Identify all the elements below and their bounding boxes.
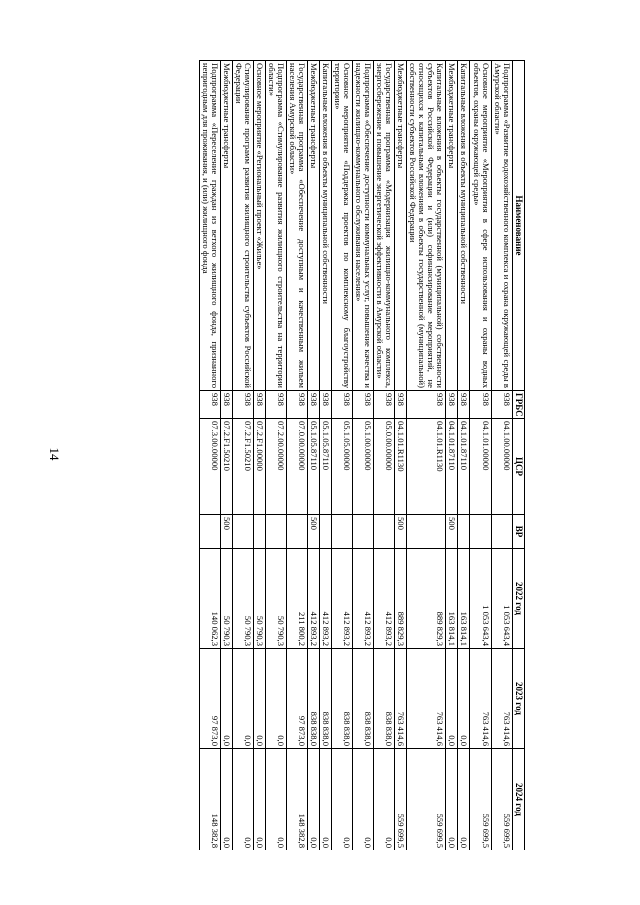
header-2022: 2022 год (512, 549, 524, 649)
cell-grbs: 938 (266, 391, 287, 419)
cell-name: Государственная программа «Модернизация жилищно-коммунального комплекса, энергосбережение и повышение энергетической эффективности в Амурской области» (374, 61, 395, 391)
cell-2024: 0,0 (221, 749, 233, 851)
table-row (332, 61, 353, 851)
header-vr: ВР (512, 515, 524, 549)
cell-grbs: 938 (395, 391, 407, 419)
cell-vr (374, 515, 395, 549)
cell-grbs: 938 (458, 391, 470, 419)
cell-2022: 412 893,2 (374, 549, 395, 649)
cell-2024: 0,0 (308, 749, 320, 851)
cell-vr: 500 (221, 515, 233, 549)
cell-2023: 763 414,6 (491, 649, 512, 749)
cell-2024: 559 699,5 (491, 749, 512, 851)
cell-grbs: 938 (374, 391, 395, 419)
table-row (200, 61, 221, 851)
table-row (308, 61, 320, 851)
cell-2024: 0,0 (332, 749, 353, 851)
cell-vr (200, 515, 221, 549)
cell-2022: 889 829,3 (395, 549, 407, 649)
table-row (407, 61, 446, 851)
cell-name: Капитальные вложения в объекты муниципальной собственности (458, 61, 470, 391)
cell-name: Капитальные вложения в объекты муниципальной собственности (320, 61, 332, 391)
cell-2024: 559 699,5 (470, 749, 491, 851)
cell-2022: 211 800,2 (287, 549, 308, 649)
cell-2022: 1 053 643,4 (491, 549, 512, 649)
cell-2022: 1 053 643,4 (470, 549, 491, 649)
cell-csr: 04.1.01.R1130 (395, 419, 407, 515)
cell-vr (287, 515, 308, 549)
cell-2022: 412 893,2 (332, 549, 353, 649)
table-row (458, 61, 470, 851)
header-2023: 2023 год (512, 649, 524, 749)
table-row (320, 61, 332, 851)
cell-2023: 838 838,0 (332, 649, 353, 749)
cell-vr (233, 515, 254, 549)
cell-grbs: 938 (470, 391, 491, 419)
cell-vr (407, 515, 446, 549)
cell-grbs: 938 (332, 391, 353, 419)
cell-2024: 0,0 (458, 749, 470, 851)
cell-csr: 05.1.05.00000 (332, 419, 353, 515)
page-number: 14 (47, 447, 62, 461)
cell-2024: 0,0 (266, 749, 287, 851)
header-grbs: ГРБС (512, 391, 524, 419)
cell-vr (353, 515, 374, 549)
cell-2024: 148 382,8 (287, 749, 308, 851)
cell-csr: 05.1.00.00000 (353, 419, 374, 515)
cell-2024: 0,0 (446, 749, 458, 851)
cell-vr: 500 (308, 515, 320, 549)
cell-vr (470, 515, 491, 549)
cell-2024: 0,0 (320, 749, 332, 851)
cell-vr (332, 515, 353, 549)
cell-2022: 50 790,3 (254, 549, 266, 649)
cell-name: Подпрограмма «Обеспечение доступности коммунальных услуг, повышение качества и надежности жилищно-коммунального обслуживания населения» (353, 61, 374, 391)
cell-grbs: 938 (287, 391, 308, 419)
cell-2022: 50 790,3 (266, 549, 287, 649)
cell-2023: 838 838,0 (308, 649, 320, 749)
cell-name: Подпрограмма «Развитие водохозяйственного комплекса и охрана окружающей среды в Амурской области» (491, 61, 512, 391)
cell-2023: 0,0 (458, 649, 470, 749)
cell-2024: 0,0 (353, 749, 374, 851)
cell-vr (254, 515, 266, 549)
cell-name: Стимулирование программ развития жилищного строительства субъектов Российской Федерации (233, 61, 254, 391)
table-header-row (512, 61, 524, 851)
cell-2022: 140 062,3 (200, 549, 221, 649)
cell-2024: 0,0 (233, 749, 254, 851)
cell-grbs: 938 (308, 391, 320, 419)
cell-vr (266, 515, 287, 549)
cell-2023: 838 838,0 (353, 649, 374, 749)
cell-2024: 148 382,8 (200, 749, 221, 851)
cell-2022: 889 829,3 (407, 549, 446, 649)
cell-csr: 04.1.01.87110 (446, 419, 458, 515)
table-row (266, 61, 287, 851)
cell-name: Подпрограмма «Переселение граждан из ветхого жилищного фонда, признанного непригодным для проживания, и (или) жилищного фонда (200, 61, 221, 391)
cell-2022: 163 814,1 (446, 549, 458, 649)
budget-table (199, 60, 525, 850)
header-csr: ЦСР (512, 419, 524, 515)
table-row (233, 61, 254, 851)
table-row (254, 61, 266, 851)
cell-name: Межбюджетные трансферты (221, 61, 233, 391)
cell-csr: 07.2.F1.50210 (221, 419, 233, 515)
cell-grbs: 938 (254, 391, 266, 419)
cell-2024: 559 699,5 (395, 749, 407, 851)
cell-grbs: 938 (320, 391, 332, 419)
table-row (221, 61, 233, 851)
cell-grbs: 938 (353, 391, 374, 419)
cell-csr: 04.1.00.00000 (491, 419, 512, 515)
table-row (395, 61, 407, 851)
cell-name: Основное мероприятие «Мероприятия в сфере использования и охраны водных объектов, охраны окружающей среды» (470, 61, 491, 391)
cell-2023: 838 838,0 (320, 649, 332, 749)
cell-name: Межбюджетные трансферты (446, 61, 458, 391)
cell-csr: 07.0.00.00000 (287, 419, 308, 515)
cell-2022: 50 790,3 (221, 549, 233, 649)
cell-2024: 0,0 (254, 749, 266, 851)
cell-2023: 97 873,0 (200, 649, 221, 749)
table-row (374, 61, 395, 851)
cell-2022: 163 814,1 (458, 549, 470, 649)
cell-name: Межбюджетные трансферты (395, 61, 407, 391)
cell-name: Основное мероприятие «Поддержка проектов по комплексному благоустройству территории» (332, 61, 353, 391)
table-row (353, 61, 374, 851)
cell-grbs: 938 (233, 391, 254, 419)
document-table-area (105, 60, 525, 850)
table-row (470, 61, 491, 851)
cell-2023: 0,0 (266, 649, 287, 749)
cell-vr (458, 515, 470, 549)
cell-2023: 763 414,6 (407, 649, 446, 749)
cell-vr: 500 (395, 515, 407, 549)
cell-csr: 04.1.01.87110 (458, 419, 470, 515)
cell-2023: 97 873,0 (287, 649, 308, 749)
cell-2023: 0,0 (233, 649, 254, 749)
cell-name: Капитальные вложения в объекты государственной (муниципальной) собственности субъектов Российской Федерации и (или) софинансирование мероприятий, не относящихся к капитальным вложениям в объекты государственной (муниципальной) собственности субъектов Российской Федерации (407, 61, 446, 391)
table-row (446, 61, 458, 851)
cell-grbs: 938 (221, 391, 233, 419)
cell-csr: 04.1.01.R1130 (407, 419, 446, 515)
cell-csr: 07.3.00.00000 (200, 419, 221, 515)
rotated-table-container (105, 60, 525, 850)
cell-2022: 412 893,2 (320, 549, 332, 649)
cell-2023: 838 838,0 (374, 649, 395, 749)
cell-vr: 500 (446, 515, 458, 549)
cell-name: Подпрограмма «Стимулирование развития жилищного строительства на территории области» (266, 61, 287, 391)
header-2024: 2024 год (512, 749, 524, 851)
cell-2022: 412 893,2 (353, 549, 374, 649)
table-row (491, 61, 512, 851)
cell-vr (491, 515, 512, 549)
table-row (287, 61, 308, 851)
cell-csr: 07.2.F1.00000 (254, 419, 266, 515)
cell-2022: 50 790,3 (233, 549, 254, 649)
cell-grbs: 938 (491, 391, 512, 419)
cell-csr: 04.1.01.00000 (470, 419, 491, 515)
cell-2023: 0,0 (254, 649, 266, 749)
cell-csr: 07.2.F1.50210 (233, 419, 254, 515)
cell-grbs: 938 (200, 391, 221, 419)
cell-name: Государственная программа «Обеспечение доступным и качественным жильем населения Амурской области» (287, 61, 308, 391)
cell-grbs: 938 (407, 391, 446, 419)
cell-name: Основное мероприятие «Региональный проект «Жилье» (254, 61, 266, 391)
cell-csr: 07.2.00.00000 (266, 419, 287, 515)
cell-2023: 763 414,6 (395, 649, 407, 749)
table-body (200, 61, 512, 851)
cell-csr: 05.1.05.87110 (308, 419, 320, 515)
cell-vr (320, 515, 332, 549)
cell-2023: 763 414,6 (470, 649, 491, 749)
cell-csr: 05.0.00.00000 (374, 419, 395, 515)
cell-2023: 0,0 (446, 649, 458, 749)
cell-2023: 0,0 (221, 649, 233, 749)
cell-csr: 05.1.05.87110 (320, 419, 332, 515)
cell-name: Межбюджетные трансферты (308, 61, 320, 391)
cell-grbs: 938 (446, 391, 458, 419)
header-name: Наименование (512, 61, 524, 391)
cell-2022: 412 893,2 (308, 549, 320, 649)
cell-2024: 559 699,5 (407, 749, 446, 851)
cell-2024: 0,0 (374, 749, 395, 851)
